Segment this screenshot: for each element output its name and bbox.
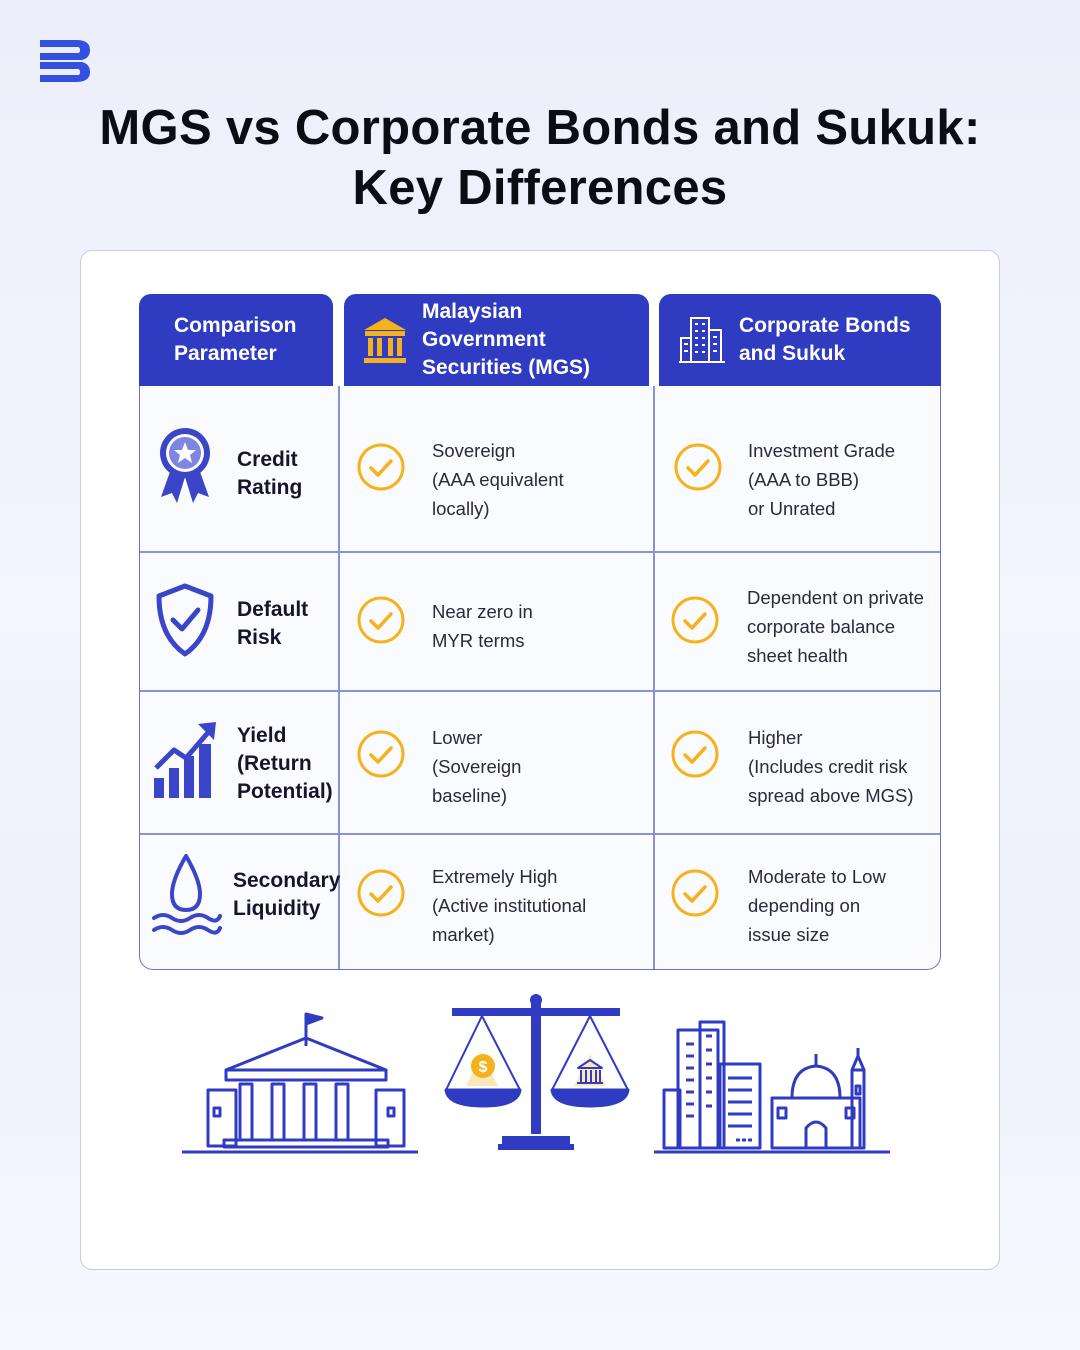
check-circle-icon — [673, 442, 723, 492]
cell-line: Dependent on private — [747, 587, 924, 608]
check-circle-icon — [670, 595, 720, 645]
header-label-line-1: Malaysian Government — [422, 300, 546, 351]
title-line-2: Key Differences — [352, 161, 728, 215]
cell-line: or Unrated — [748, 498, 836, 519]
shield-check-icon — [153, 582, 217, 660]
column-divider — [653, 386, 655, 969]
cell-line: Moderate to Low — [748, 866, 886, 887]
cell-line: locally) — [432, 498, 490, 519]
cell-line: (Active institutional — [432, 895, 587, 916]
corp-yield-text — [748, 723, 914, 810]
header-corporate-bonds — [659, 294, 941, 386]
check-circle-icon — [356, 868, 406, 918]
svg-text:$: $ — [478, 1059, 488, 1076]
mosque-icon — [772, 1048, 864, 1148]
brand-logo-icon — [40, 40, 90, 82]
row-divider — [140, 551, 940, 553]
city-skyline-icon — [664, 1022, 760, 1148]
cell-line: depending on — [748, 895, 861, 916]
param-label-credit-rating — [237, 446, 302, 502]
header-mgs — [344, 294, 649, 386]
growth-chart-icon — [150, 718, 220, 802]
param-line: Default — [237, 598, 309, 621]
header-label-line-2: Securities (MGS) — [422, 356, 591, 379]
cell-line: Lower — [432, 727, 483, 748]
office-building-icon — [677, 312, 727, 368]
check-circle-icon — [670, 729, 720, 779]
check-circle-icon — [356, 595, 406, 645]
corp-liquidity-text — [748, 862, 886, 949]
header-label-line-1: Corporate Bonds — [739, 314, 911, 337]
award-ribbon-icon — [155, 425, 215, 505]
cell-line: MYR terms — [432, 630, 525, 651]
cell-line: Sovereign — [432, 440, 516, 461]
cell-line: corporate balance — [747, 616, 896, 637]
cell-line: spread above MGS) — [748, 785, 914, 806]
water-drop-icon — [150, 852, 222, 938]
param-label-yield — [237, 722, 333, 806]
mgs-yield-text — [432, 723, 521, 810]
cell-line: market) — [432, 924, 495, 945]
param-label-default-risk — [237, 596, 308, 652]
corp-default-risk-text — [747, 583, 924, 670]
row-divider — [140, 833, 940, 835]
param-line: Credit — [237, 448, 298, 471]
check-circle-icon — [356, 729, 406, 779]
header-label-line-2: Parameter — [174, 342, 277, 365]
cell-line: Higher — [748, 727, 803, 748]
mgs-credit-rating-text — [432, 436, 564, 523]
cell-line: Investment Grade — [748, 440, 896, 461]
government-building-icon — [360, 312, 410, 368]
param-line: Secondary — [233, 869, 341, 892]
check-circle-icon — [670, 868, 720, 918]
mgs-liquidity-text — [432, 862, 586, 949]
param-label-secondary-liquidity — [233, 867, 340, 923]
param-line: Rating — [237, 476, 303, 499]
param-line: Liquidity — [233, 897, 321, 920]
corp-credit-rating-text — [748, 436, 895, 523]
cell-line: (AAA to BBB) — [748, 469, 860, 490]
cell-line: (Includes credit risk — [748, 756, 908, 777]
title-line-1: MGS vs Corporate Bonds and Sukuk: — [99, 101, 981, 155]
cell-line: Extremely High — [432, 866, 558, 887]
check-circle-icon — [356, 442, 406, 492]
page-title — [0, 98, 1080, 218]
param-line: Risk — [237, 626, 282, 649]
header-comparison-parameter — [139, 294, 333, 386]
header-label-line-1: Comparison — [174, 314, 297, 337]
header-label-line-2: and Sukuk — [739, 342, 846, 365]
cell-line: (Sovereign — [432, 756, 522, 777]
balance-scale-icon — [446, 994, 628, 1150]
param-line: Potential) — [237, 780, 333, 803]
row-divider — [140, 690, 940, 692]
cell-line: sheet health — [747, 645, 848, 666]
cell-line: issue size — [748, 924, 830, 945]
bottom-illustration — [180, 990, 900, 1160]
cell-line: (AAA equivalent — [432, 469, 564, 490]
mgs-default-risk-text — [432, 597, 533, 655]
cell-line: Near zero in — [432, 601, 533, 622]
government-building-icon — [208, 1014, 404, 1147]
param-line: (Return — [237, 752, 312, 775]
param-line: Yield — [237, 724, 287, 747]
cell-line: baseline) — [432, 785, 508, 806]
